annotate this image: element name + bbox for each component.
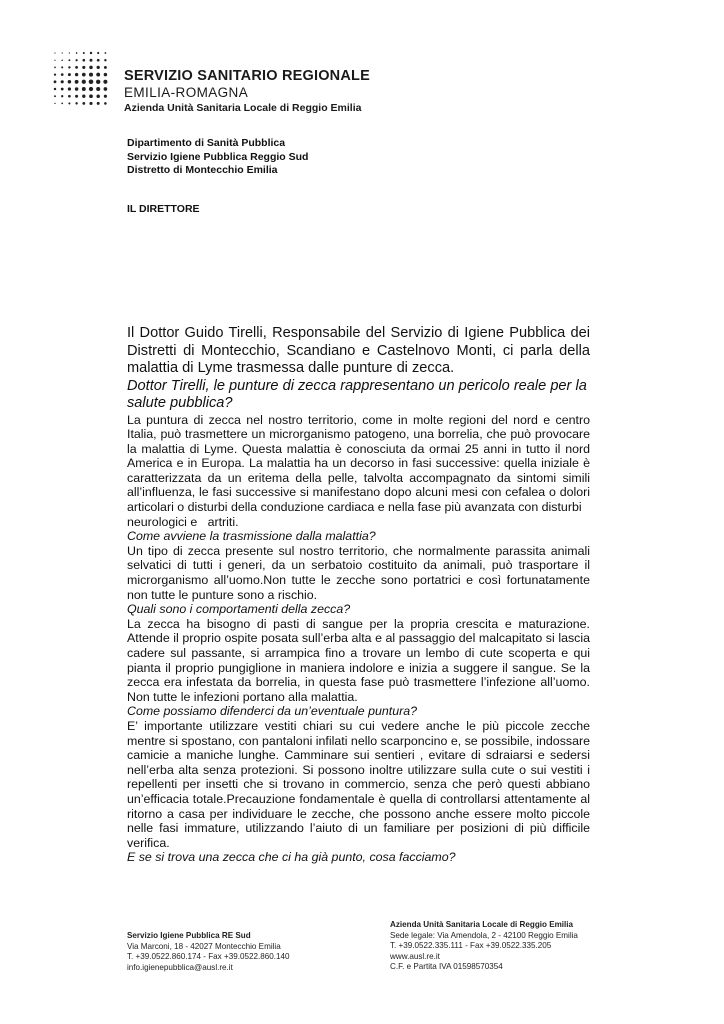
org-name-line1: SERVIZIO SANITARIO REGIONALE — [124, 68, 370, 84]
answer-2: Un tipo di zecca presente sul nostro territorio, che normalmente parassita animali selvatici di tutti i generi, da un serbatoio costituito da animali, può trasportare il microrganismo all’uomo.Non tutte le zecche sono portatrici e così fortunatamente non tutte le punture sono a rischio. — [127, 543, 590, 602]
answer-1-end: neurologici e artriti. — [127, 514, 239, 529]
footer-right-line: T. +39.0522.335.111 - Fax +39.0522.335.205 — [390, 941, 552, 951]
footer-left-line: T. +39.0522.860.174 - Fax +39.0522.860.140 — [127, 952, 290, 962]
org-name-line3: Azienda Unità Sanitaria Locale di Reggio Emilia — [124, 102, 362, 114]
footer-left-line: Via Marconi, 18 - 42027 Montecchio Emilia — [127, 941, 281, 951]
question-4: Come possiamo difenderci da un’eventuale puntura? — [127, 704, 417, 719]
footer-left-line: info.igienepubblica@ausl.re.it — [127, 962, 233, 972]
answer-1: La puntura di zecca nel nostro territorio, come in molte regioni del nord e centro Italia, può trasmettere un microrganismo patogeno, una borrelia, che può provocare la malattia di Lyme. Questa malattia è conosciuta da ormai 25 anni in tutto il nord America e in Europa. La malattia ha un decorso in fasi successive: quella iniziale è caratterizzata da un eritema della pelle, talvolta accompagnato da sintomi simili all’influenza, le fasi successive si manifestano dopo alcuni mesi con cefalea o dolori articolari o disturbi della conduzione cardiaca e nella fase più avanzata con disturbi — [127, 412, 590, 515]
question-3: Quali sono i comportamenti della zecca? — [127, 602, 351, 617]
director-label: IL DIRETTORE — [127, 203, 200, 215]
footer-right-line: C.F. e Partita IVA 01598570354 — [390, 962, 503, 972]
question-5: E se si trova una zecca che ci ha già punto, cosa facciamo? — [127, 850, 456, 865]
department-line: Dipartimento di Sanità Pubblica — [127, 137, 286, 149]
footer-right-title: Azienda Unità Sanitaria Locale di Reggio Emilia — [390, 920, 574, 929]
footer-right-line: Sede legale: Via Amendola, 2 - 42100 Reggio Emilia — [390, 930, 578, 940]
department-line: Servizio Igiene Pubblica Reggio Sud — [127, 150, 309, 163]
footer-right — [390, 920, 578, 973]
department-line: Distretto di Montecchio Emilia — [127, 164, 278, 176]
footer-right-line: www.ausl.re.it — [390, 951, 440, 961]
organization-logo-text — [124, 68, 370, 116]
article-intro: Il Dottor Guido Tirelli, Responsabile del Servizio di Igiene Pubblica dei Distretti di Montecchio, Scandiano e Castelnovo Monti, ci parla della malattia di Lyme trasmessa dalle punture di zecca. — [127, 325, 590, 376]
footer-left-title: Servizio Igiene Pubblica RE Sud — [127, 931, 251, 940]
dot-grid-logo-icon — [52, 50, 112, 106]
answer-3: La zecca ha bisogno di pasti di sangue per la propria crescita e maturazione. Attende il proprio ospite posata sull’erba alta e al passaggio del malcapitato si lascia cadere sul passante, si arrampica fino a trovare un lembo di cute scoperta e qui pianta il proprio pungiglione in maniera indolore e inizia a suggere il sangue. Se la zecca era infestata da borrelia, in questa fase può trasmettere l’infezione all’uomo. Non tutte le infezioni portano alla malattia. — [127, 616, 590, 704]
department-block — [127, 137, 308, 178]
org-name-line2: EMILIA-ROMAGNA — [124, 85, 249, 100]
question-2: Come avviene la trasmissione dalla malattia? — [127, 529, 376, 544]
footer-left — [127, 931, 289, 973]
article-body — [127, 325, 590, 865]
answer-4: E’ importante utilizzare vestiti chiari su cui vedere anche le più piccole zecche mentre si spostano, con pantaloni infilati nello scarponcino e, se possibile, indossare camicie a maniche lunghe. Camminare sui sentieri , evitare di sdraiarsi e sedersi nell’erba alta senza protezioni. Si possono inoltre utilizzare sulla cute o sui vestiti i repellenti per insetti che si trovano in commercio, senza che però questi abbiano un’efficacia totale.Precauzione fondamentale è quella di controllarsi attentamente al ritorno a casa per individuare le zecche, che possono anche essere molto piccole nelle fasi immature, utilizzando l’aiuto di un familiare per posizioni di più difficile verifica. — [127, 718, 590, 850]
question-1: Dottor Tirelli, le punture di zecca rappresentano un pericolo reale per la salute pubblica? — [127, 377, 587, 411]
